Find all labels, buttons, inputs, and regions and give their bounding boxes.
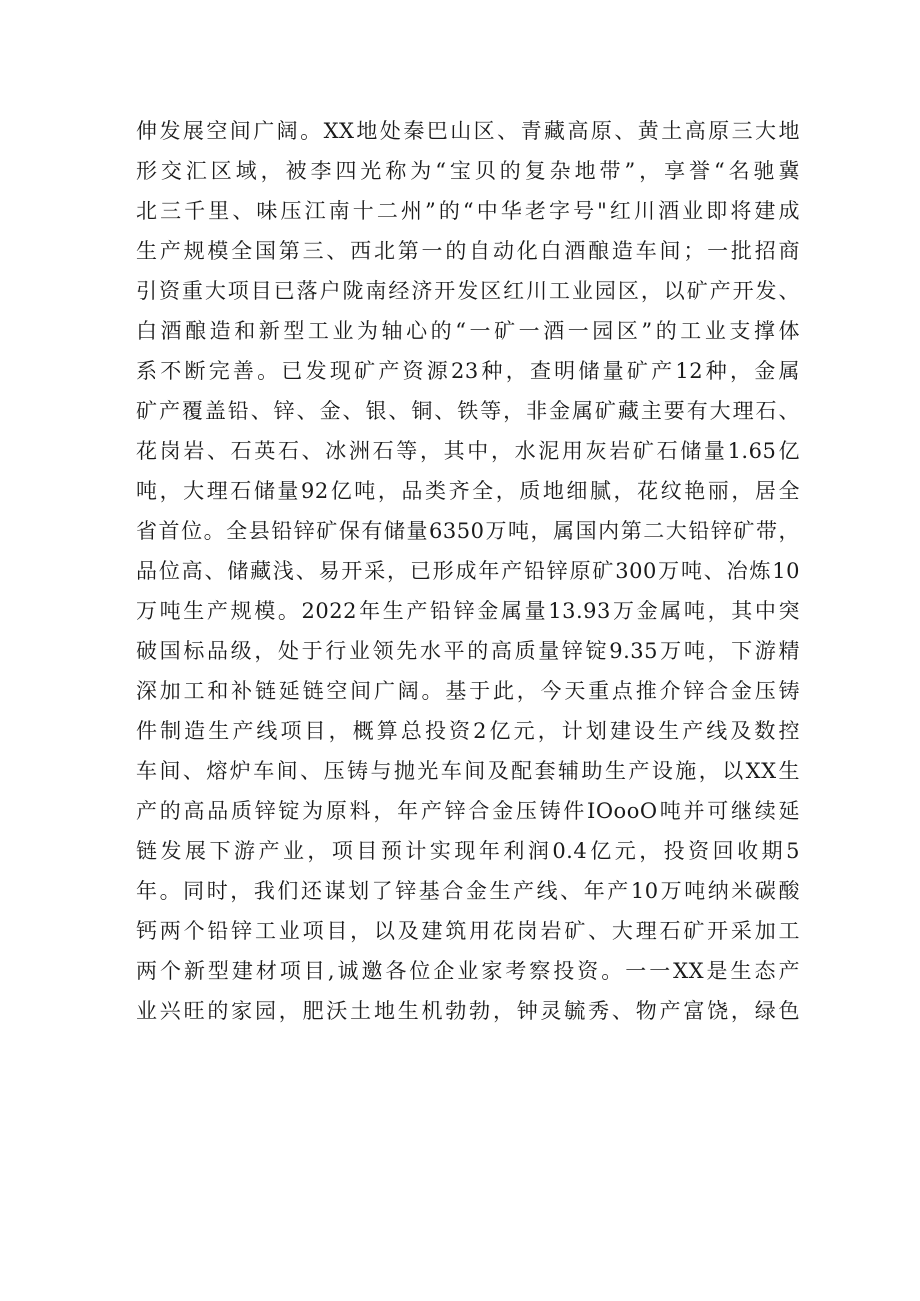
body-paragraph (136, 111, 800, 1031)
text-line: 品位高、储藏浅、易开采，已形成年产铅锌原矿300万吨、冶炼10 (136, 559, 800, 583)
text-line: 钙两个铅锌工业项目，以及建筑用花岗岩矿、大理石矿开采加工 (136, 919, 800, 943)
text-line: 车间、熔炉车间、压铸与抛光车间及配套辅助生产设施，以XX生 (136, 759, 800, 783)
text-line: 两个新型建材项目,诚邀各位企业家考察投资。一一XX是生态产 (136, 959, 800, 983)
text-line: 产的高品质锌锭为原料，年产锌合金压铸件IOooO吨并可继续延 (136, 799, 800, 823)
text-line: 矿产覆盖铅、锌、金、银、铜、铁等，非金属矿藏主要有大理石、 (136, 399, 800, 423)
text-line: 吨，大理石储量92亿吨，品类齐全，质地细腻，花纹艳丽，居全 (136, 479, 800, 503)
text-line: 年。同时，我们还谋划了锌基合金生产线、年产10万吨纳米碳酸 (136, 879, 800, 903)
text-line: 北三千里、味压江南十二州”的“中华老字号"红川酒业即将建成 (136, 199, 800, 223)
text-line: 件制造生产线项目，概算总投资2亿元，计划建设生产线及数控 (136, 719, 800, 743)
text-line: 花岗岩、石英石、冰洲石等，其中，水泥用灰岩矿石储量1.65亿 (136, 439, 800, 463)
text-line: 系不断完善。已发现矿产资源23种，查明储量矿产12种，金属 (136, 359, 800, 383)
text-line: 破国标品级，处于行业领先水平的高质量锌锭9.35万吨，下游精 (136, 639, 800, 663)
text-line: 生产规模全国第三、西北第一的自动化白酒酿造车间；一批招商 (136, 239, 800, 263)
text-line: 白酒酿造和新型工业为轴心的“一矿一酒一园区”的工业支撑体 (136, 319, 800, 343)
text-line: 业兴旺的家园，肥沃土地生机勃勃，钟灵毓秀、物产富饶，绿色 (136, 999, 800, 1023)
text-line: 链发展下游产业，项目预计实现年利润0.4亿元，投资回收期5 (136, 839, 800, 863)
text-line: 形交汇区域，被李四光称为“宝贝的复杂地带”，享誉“名驰冀 (136, 159, 800, 183)
text-line: 万吨生产规模。2022年生产铅锌金属量13.93万金属吨，其中突 (136, 599, 800, 623)
text-line: 省首位。全县铅锌矿保有储量6350万吨，属国内第二大铅锌矿带， (136, 519, 800, 543)
text-line: 引资重大项目已落户陇南经济开发区红川工业园区，以矿产开发、 (136, 279, 800, 303)
text-line: 伸发展空间广阔。XX地处秦巴山区、青藏高原、黄土高原三大地 (136, 119, 800, 143)
text-line: 深加工和补链延链空间广阔。基于此，今天重点推介锌合金压铸 (136, 679, 800, 703)
